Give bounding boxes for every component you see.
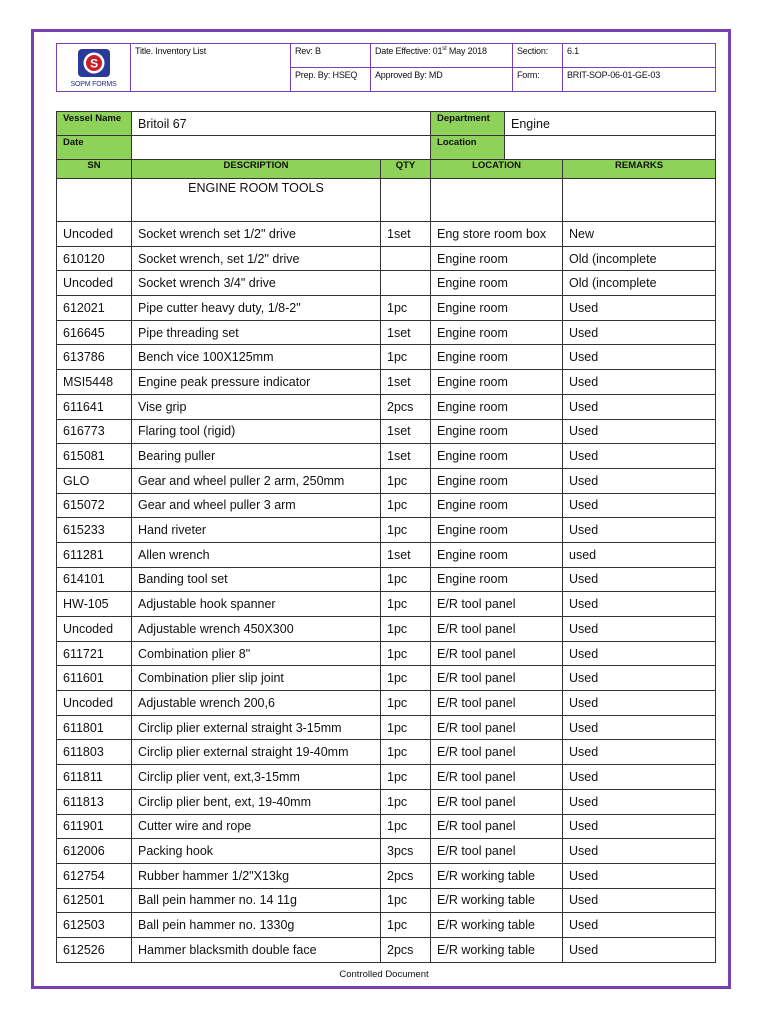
cell-description: Circlip plier external straight 19-40mm (132, 740, 381, 765)
table-row (57, 888, 716, 913)
section-value: 6.1 (563, 44, 716, 68)
cell-location: Engine room (431, 370, 563, 395)
cell-location: Engine room (431, 320, 563, 345)
cell-location: E/R tool panel (431, 839, 563, 864)
cell-sn: 613786 (57, 345, 132, 370)
cell-qty: 1pc (381, 789, 431, 814)
cell-qty: 1set (381, 542, 431, 567)
cell-location: Engine room (431, 296, 563, 321)
cell-qty: 1pc (381, 296, 431, 321)
table-row (57, 271, 716, 296)
cell-sn: 611811 (57, 765, 132, 790)
cell-location: E/R tool panel (431, 765, 563, 790)
table-row (57, 863, 716, 888)
cell-sn: Uncoded (57, 222, 132, 247)
cell-location: E/R tool panel (431, 666, 563, 691)
cell-remarks: Used (563, 345, 716, 370)
table-row (57, 320, 716, 345)
cell-location: Engine room (431, 345, 563, 370)
cell-location: E/R tool panel (431, 617, 563, 642)
cell-qty: 1pc (381, 592, 431, 617)
cell-description: Gear and wheel puller 2 arm, 250mm (132, 468, 381, 493)
cell-description: Pipe cutter heavy duty, 1/8-2" (132, 296, 381, 321)
form-label: Form: (513, 68, 563, 92)
section-row (57, 179, 716, 222)
cell-qty: 2pcs (381, 937, 431, 962)
cell-description: Ball pein hammer no. 14 11g (132, 888, 381, 913)
cell-description: Adjustable wrench 450X300 (132, 617, 381, 642)
table-row (57, 370, 716, 395)
section-label: Section: (513, 44, 563, 68)
cell-qty: 1pc (381, 888, 431, 913)
cell-qty: 1set (381, 320, 431, 345)
cell-remarks: Used (563, 765, 716, 790)
cell-qty: 1pc (381, 641, 431, 666)
cell-sn: 616645 (57, 320, 132, 345)
table-row (57, 789, 716, 814)
table-row (57, 468, 716, 493)
vessel-name-value[interactable]: Britoil 67 (132, 112, 431, 136)
form-title: Title. Inventory List (131, 44, 291, 92)
cell-sn: 612021 (57, 296, 132, 321)
table-row (57, 567, 716, 592)
cell-remarks: Used (563, 493, 716, 518)
cell-remarks: Used (563, 814, 716, 839)
inventory-table (56, 111, 716, 963)
cell-remarks: Used (563, 888, 716, 913)
cell-qty: 1pc (381, 493, 431, 518)
cell-qty: 1pc (381, 567, 431, 592)
form-number: BRIT-SOP-06-01-GE-03 (563, 68, 716, 92)
table-row (57, 617, 716, 642)
cell-remarks: Used (563, 937, 716, 962)
department-value[interactable]: Engine (505, 112, 716, 136)
cell-remarks: Used (563, 641, 716, 666)
cell-remarks: Used (563, 666, 716, 691)
cell-remarks: Used (563, 839, 716, 864)
cell-remarks: Used (563, 789, 716, 814)
cell-location: Engine room (431, 493, 563, 518)
cell-qty: 1pc (381, 715, 431, 740)
cell-sn: MSI5448 (57, 370, 132, 395)
cell-description: Ball pein hammer no. 1330g (132, 913, 381, 938)
col-qty: QTY (381, 160, 431, 179)
table-row (57, 296, 716, 321)
cell-location: E/R tool panel (431, 715, 563, 740)
cell-description: Circlip plier bent, ext, 19-40mm (132, 789, 381, 814)
cell-remarks: Used (563, 913, 716, 938)
col-remarks: REMARKS (563, 160, 716, 179)
cell-sn: 611803 (57, 740, 132, 765)
cell-location: Engine room (431, 567, 563, 592)
cell-description: Adjustable hook spanner (132, 592, 381, 617)
cell-qty: 2pcs (381, 394, 431, 419)
section-qty (381, 179, 431, 222)
date-value[interactable] (132, 136, 431, 160)
cell-remarks: Used (563, 468, 716, 493)
footer-note: Controlled Document (339, 969, 429, 980)
cell-qty: 3pcs (381, 839, 431, 864)
cell-sn: 612006 (57, 839, 132, 864)
cell-remarks: Old (incomplete (563, 246, 716, 271)
cell-location: E/R tool panel (431, 814, 563, 839)
cell-remarks: Used (563, 691, 716, 716)
logo-label: SOPM FORMS (70, 80, 117, 88)
section-sn (57, 179, 132, 222)
cell-location: E/R tool panel (431, 789, 563, 814)
date-label: Date (57, 136, 132, 160)
cell-location: Engine room (431, 518, 563, 543)
table-row (57, 592, 716, 617)
cell-description: Engine peak pressure indicator (132, 370, 381, 395)
date-effective: Date Effective: 01st May 2018 (371, 44, 513, 68)
cell-qty: 1pc (381, 814, 431, 839)
table-row (57, 691, 716, 716)
cell-sn: 615233 (57, 518, 132, 543)
department-label: Department (431, 112, 505, 136)
cell-qty: 1set (381, 419, 431, 444)
svg-text:S: S (89, 56, 98, 70)
cell-sn: 612526 (57, 937, 132, 962)
cell-sn: Uncoded (57, 691, 132, 716)
cell-remarks: used (563, 542, 716, 567)
location-value[interactable] (505, 136, 716, 160)
cell-description: Adjustable wrench 200,6 (132, 691, 381, 716)
table-row (57, 839, 716, 864)
vessel-name-label: Vessel Name (57, 112, 132, 136)
cell-description: Gear and wheel puller 3 arm (132, 493, 381, 518)
cell-description: Circlip plier vent, ext,3-15mm (132, 765, 381, 790)
table-row (57, 518, 716, 543)
cell-description: Socket wrench set 1/2" drive (132, 222, 381, 247)
logo-cell (57, 44, 131, 92)
cell-qty: 1pc (381, 468, 431, 493)
section-title: ENGINE ROOM TOOLS (132, 179, 381, 222)
cell-remarks: Used (563, 370, 716, 395)
date-row (57, 136, 716, 160)
cell-location: E/R working table (431, 937, 563, 962)
cell-location: Engine room (431, 246, 563, 271)
table-row (57, 641, 716, 666)
cell-qty: 1pc (381, 666, 431, 691)
cell-remarks: Used (563, 567, 716, 592)
col-description: DESCRIPTION (132, 160, 381, 179)
cell-remarks: Used (563, 444, 716, 469)
cell-location: E/R tool panel (431, 592, 563, 617)
table-row (57, 542, 716, 567)
col-sn: SN (57, 160, 132, 179)
cell-location: Engine room (431, 419, 563, 444)
cell-description: Socket wrench 3/4" drive (132, 271, 381, 296)
cell-location: E/R working table (431, 863, 563, 888)
cell-sn: Uncoded (57, 617, 132, 642)
table-row (57, 246, 716, 271)
cell-sn: 611641 (57, 394, 132, 419)
cell-sn: Uncoded (57, 271, 132, 296)
cell-sn: 612754 (57, 863, 132, 888)
cell-location: E/R tool panel (431, 740, 563, 765)
cell-qty (381, 246, 431, 271)
cell-location: E/R working table (431, 913, 563, 938)
cell-description: Flaring tool (rigid) (132, 419, 381, 444)
cell-sn: 614101 (57, 567, 132, 592)
table-row (57, 222, 716, 247)
cell-sn: 611721 (57, 641, 132, 666)
cell-remarks: Used (563, 617, 716, 642)
cell-qty (381, 271, 431, 296)
cell-description: Cutter wire and rope (132, 814, 381, 839)
cell-qty: 1set (381, 370, 431, 395)
cell-qty: 1pc (381, 913, 431, 938)
cell-remarks: Used (563, 394, 716, 419)
cell-description: Hand riveter (132, 518, 381, 543)
cell-description: Banding tool set (132, 567, 381, 592)
cell-description: Circlip plier external straight 3-15mm (132, 715, 381, 740)
revision: Rev: B (291, 44, 371, 68)
cell-remarks: Used (563, 863, 716, 888)
approved-by: Approved By: MD (371, 68, 513, 92)
cell-remarks: Used (563, 592, 716, 617)
table-row (57, 419, 716, 444)
section-location (431, 179, 563, 222)
cell-sn: 611813 (57, 789, 132, 814)
cell-remarks: New (563, 222, 716, 247)
table-row (57, 444, 716, 469)
cell-remarks: Used (563, 715, 716, 740)
cell-qty: 1pc (381, 617, 431, 642)
cell-qty: 1pc (381, 740, 431, 765)
cell-location: Engine room (431, 468, 563, 493)
table-row (57, 493, 716, 518)
table-row (57, 394, 716, 419)
cell-qty: 1set (381, 444, 431, 469)
cell-remarks: Used (563, 740, 716, 765)
cell-description: Bench vice 100X125mm (132, 345, 381, 370)
cell-remarks: Used (563, 419, 716, 444)
cell-description: Rubber hammer 1/2"X13kg (132, 863, 381, 888)
cell-qty: 2pcs (381, 863, 431, 888)
document-header (56, 43, 716, 92)
location-label: Location (431, 136, 505, 160)
table-row (57, 814, 716, 839)
cell-description: Hammer blacksmith double face (132, 937, 381, 962)
cell-qty: 1pc (381, 691, 431, 716)
cell-description: Pipe threading set (132, 320, 381, 345)
cell-description: Vise grip (132, 394, 381, 419)
cell-sn: 611601 (57, 666, 132, 691)
cell-qty: 1pc (381, 765, 431, 790)
cell-sn: 615081 (57, 444, 132, 469)
cell-remarks: Used (563, 518, 716, 543)
table-row (57, 765, 716, 790)
table-row (57, 666, 716, 691)
cell-location: Engine room (431, 542, 563, 567)
cell-sn: 611901 (57, 814, 132, 839)
cell-qty: 1pc (381, 345, 431, 370)
cell-location: Eng store room box (431, 222, 563, 247)
company-logo-icon (77, 48, 111, 78)
cell-location: Engine room (431, 271, 563, 296)
cell-sn: 616773 (57, 419, 132, 444)
table-row (57, 345, 716, 370)
column-header-row (57, 160, 716, 179)
table-row (57, 937, 716, 962)
cell-sn: 612503 (57, 913, 132, 938)
cell-sn: HW-105 (57, 592, 132, 617)
table-row (57, 913, 716, 938)
cell-sn: 611281 (57, 542, 132, 567)
section-remarks (563, 179, 716, 222)
cell-location: E/R tool panel (431, 641, 563, 666)
cell-location: Engine room (431, 444, 563, 469)
cell-description: Combination plier slip joint (132, 666, 381, 691)
cell-description: Bearing puller (132, 444, 381, 469)
cell-qty: 1set (381, 222, 431, 247)
cell-location: E/R tool panel (431, 691, 563, 716)
cell-sn: GLO (57, 468, 132, 493)
cell-location: E/R working table (431, 888, 563, 913)
table-row (57, 715, 716, 740)
cell-sn: 612501 (57, 888, 132, 913)
cell-remarks: Used (563, 296, 716, 321)
cell-description: Allen wrench (132, 542, 381, 567)
cell-remarks: Used (563, 320, 716, 345)
cell-location: Engine room (431, 394, 563, 419)
col-location: LOCATION (431, 160, 563, 179)
vessel-name-row (57, 112, 716, 136)
table-row (57, 740, 716, 765)
cell-sn: 615072 (57, 493, 132, 518)
cell-sn: 611801 (57, 715, 132, 740)
cell-description: Packing hook (132, 839, 381, 864)
cell-description: Combination plier 8" (132, 641, 381, 666)
cell-qty: 1pc (381, 518, 431, 543)
cell-description: Socket wrench, set 1/2" drive (132, 246, 381, 271)
prepared-by: Prep. By: HSEQ (291, 68, 371, 92)
cell-sn: 610120 (57, 246, 132, 271)
cell-remarks: Old (incomplete (563, 271, 716, 296)
